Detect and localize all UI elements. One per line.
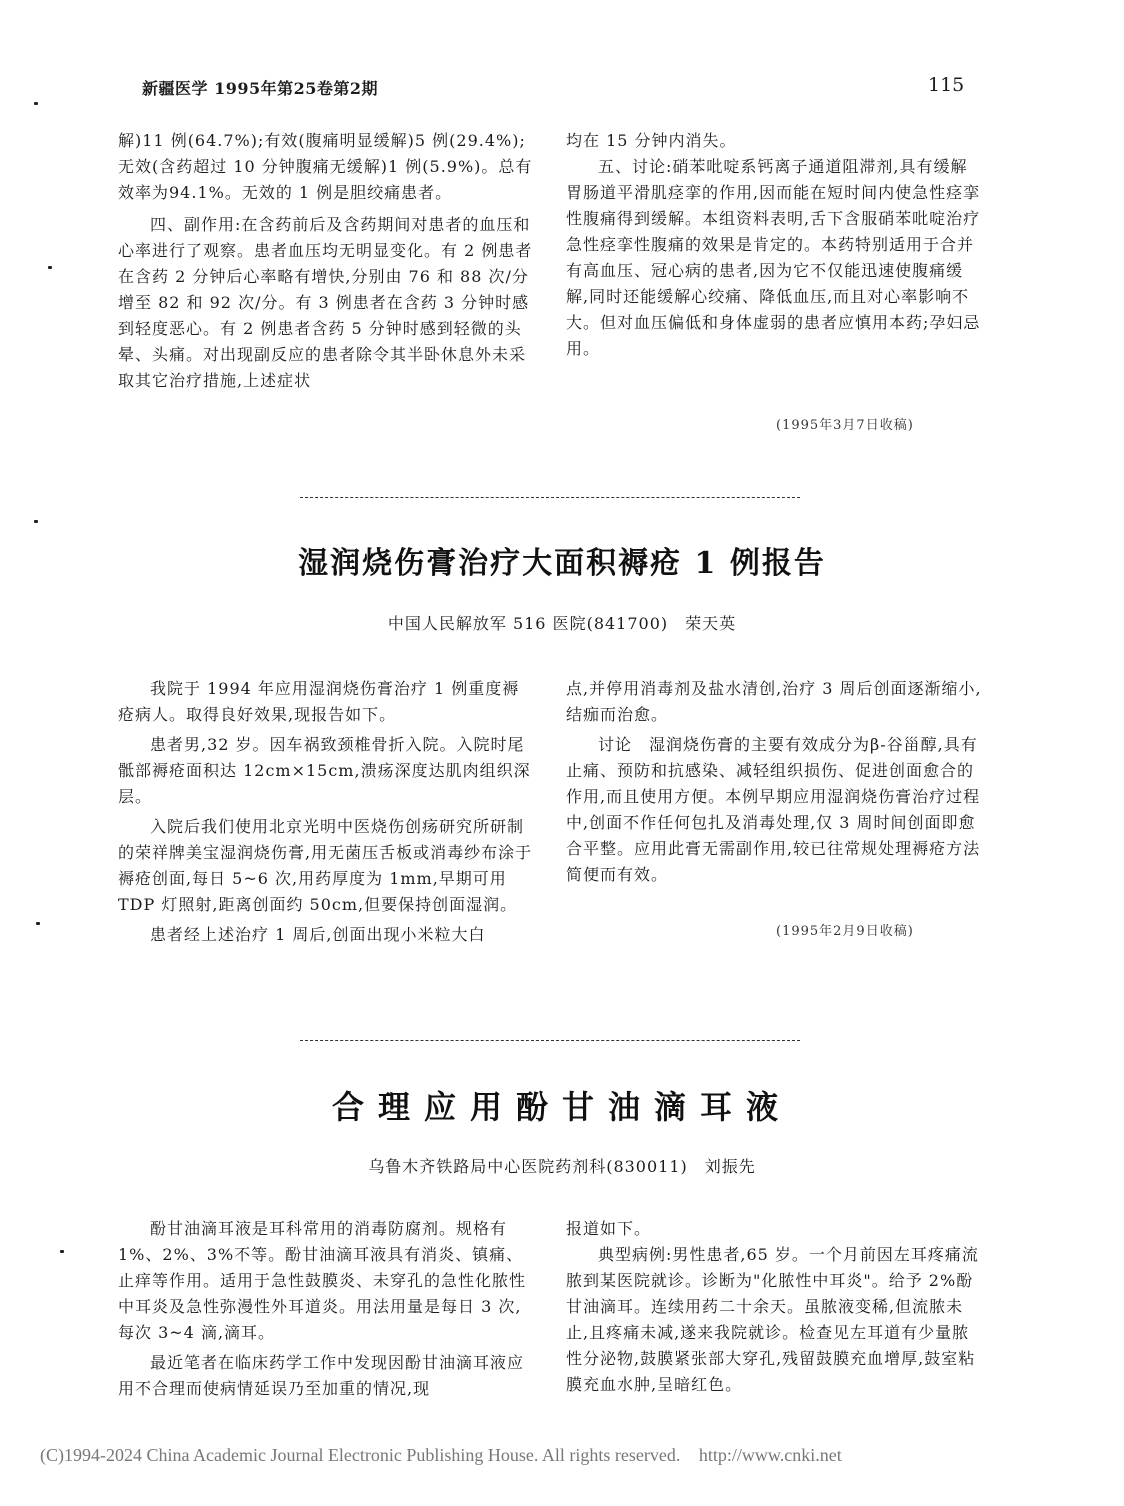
paragraph: 报道如下。	[566, 1219, 652, 1238]
paragraph: 点,并停用消毒剂及盐水清创,治疗 3 周后创面逐渐缩小,结痂而治愈。	[566, 679, 982, 724]
page-number: 115	[928, 74, 965, 96]
article1-left-column	[118, 676, 534, 982]
article1-right-column	[566, 676, 982, 886]
section-divider	[300, 1040, 800, 1041]
paragraph: 最近笔者在临床药学工作中发现因酚甘油滴耳液应用不合理而使病情延误乃至加重的情况,现	[118, 1353, 525, 1398]
copyright-text: (C)1994-2024 China Academic Journal Electronic Publishing House. All rights reserved.	[40, 1445, 681, 1465]
paragraph: 入院后我们使用北京光明中医烧伤创疡研究所研制的荣祥牌美宝湿润烧伤膏,用无菌压舌板或消毒纱布涂于褥疮创面,每日 5~6 次,用药厚度为 1mm,早期可用 TDP 灯照射,距离创面约 50cm,但要保持创面湿润。	[118, 817, 533, 914]
scan-speck	[34, 102, 38, 105]
scan-speck	[34, 520, 38, 523]
article-byline: 中国人民解放军 516 医院(841700) 荣天英	[387, 614, 737, 633]
paragraph: 酚甘油滴耳液是耳科常用的消毒防腐剂。规格有 1%、2%、3%不等。酚甘油滴耳液具有消炎、镇痛、止痒等作用。适用于急性鼓膜炎、未穿孔的急性化脓性中耳炎及急性弥漫性外耳道炎。用法用量是每日 3 次,每次 3~4 滴,滴耳。	[118, 1219, 527, 1342]
journal-header: 新疆医学 1995年第25卷第2期	[142, 79, 379, 98]
received-date: (1995年2月9日收稿)	[776, 924, 914, 939]
copyright-footer	[40, 1445, 842, 1466]
paragraph: 患者男,32 岁。因车祸致颈椎骨折入院。入院时尾骶部褥疮面积达 12cm×15cm,溃疡深度达肌肉组织深层。	[118, 735, 531, 806]
footer-url: http://www.cnki.net	[698, 1445, 842, 1465]
article-title: 合理应用酚甘油滴耳液	[331, 1088, 792, 1126]
scan-speck	[36, 922, 40, 925]
prev-article-left-column	[118, 128, 534, 433]
scan-speck	[48, 266, 52, 269]
paragraph: 讨论 湿润烧伤膏的主要有效成分为β-谷甾醇,具有止痛、预防和抗感染、减轻组织损伤、促进创面愈合的作用,而且使用方便。本例早期应用湿润烧伤膏治疗过程中,创面不作任何包扎及消毒处理,仅 3 周时间创面即愈合平整。应用此膏无需副作用,较已往常规处理褥疮方法简便而有效。	[566, 735, 981, 884]
paragraph: 四、副作用:在含药前后及含药期间对患者的血压和心率进行了观察。患者血压均无明显变化。有 2 例患者在含药 2 分钟后心率略有增快,分别由 76 和 88 次/分增至 82 和 92 次/分。有 3 例患者在含药 3 分钟时感到轻度恶心。有 2 例患者含药 5 分钟时感到轻微的头晕、头痛。对出现副反应的患者除令其半卧休息外未采取其它治疗措施,上述症状	[118, 215, 533, 390]
paragraph: 典型病例:男性患者,65 岁。一个月前因左耳疼痛流脓到某医院就诊。诊断为"化脓性中耳炎"。给予 2%酚甘油滴耳。连续用药二十余天。虽脓液变稀,但流脓未止,且疼痛未减,遂来我院就诊。检查见左耳道有少量脓性分泌物,鼓膜紧张部大穿孔,残留鼓膜充血增厚,鼓室粘膜充血水肿,呈暗红色。	[566, 1245, 979, 1394]
article-byline: 乌鲁木齐铁路局中心医院药剂科(830011) 刘振先	[368, 1157, 756, 1176]
scan-speck	[60, 1250, 64, 1253]
paragraph: 解)11 例(64.7%);有效(腹痛明显缓解)5 例(29.4%);无效(含药超过 10 分钟腹痛无缓解)1 例(5.9%)。总有效率为94.1%。无效的 1 例是胆绞痛患者。	[118, 131, 533, 202]
prev-article-right-column	[566, 128, 982, 398]
article2-left-column	[118, 1216, 534, 1416]
received-date: (1995年3月7日收稿)	[776, 418, 914, 433]
section-divider	[300, 497, 800, 498]
paragraph: 五、讨论:硝苯吡啶系钙离子通道阻滞剂,具有缓解胃肠道平滑肌痉挛的作用,因而能在短时间内使急性痉挛性腹痛得到缓解。本组资料表明,舌下含服硝苯吡啶治疗急性痉挛性腹痛的效果是肯定的。本药特别适用于合并有高血压、冠心病的患者,因为它不仅能迅速使腹痛缓解,同时还能缓解心绞痛、降低血压,而且对心率影响不大。但对血压偏低和身体虚弱的患者应慎用本药;孕妇忌用。	[566, 157, 981, 358]
paragraph: 均在 15 分钟内消失。	[566, 131, 737, 150]
article-title: 湿润烧伤膏治疗大面积褥疮 1 例报告	[298, 546, 826, 581]
paragraph: 我院于 1994 年应用湿润烧伤膏治疗 1 例重度褥疮病人。取得良好效果,现报告如下。	[118, 679, 520, 724]
paragraph: 患者经上述治疗 1 周后,创面出现小米粒大白	[150, 925, 486, 944]
article2-right-column	[566, 1216, 982, 1416]
